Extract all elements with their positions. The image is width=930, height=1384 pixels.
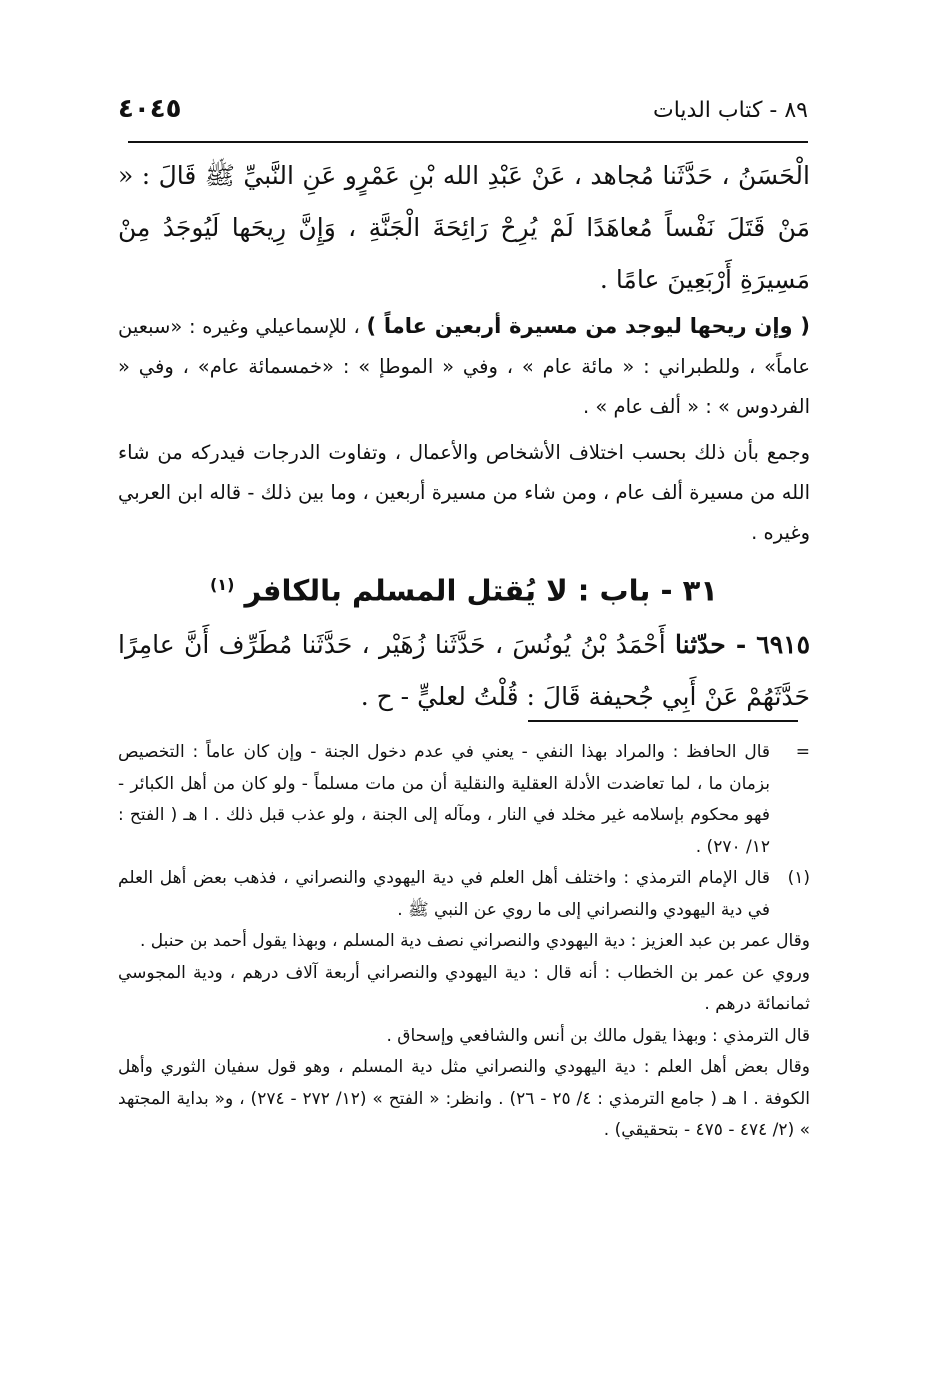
hadith-6915 xyxy=(118,619,810,723)
hadith-chain: أَحْمَدُ بْنُ يُونُسَ ، حَدَّثَنا زُهَيْر ، حَدَّثَنا مُطَرِّف أَنَّ عامِرًا حَدَّثَهُمْ عَنْ أَبِي جُحيفة قَالَ : قُلْتُ لعليٍّ - ح . xyxy=(118,629,810,711)
commentary-text: ، للإسماعيلي وغيره : «سبعين عاماً» ، وللطبراني : « مائة عام » ، وفي « الموطإ » : «خمسمائة عام» ، وفي « الفردوس » : « ألف عام » . xyxy=(118,315,810,418)
page-number: ٤٠٤٥ xyxy=(118,94,182,124)
commentary-lemma: ( وإن ريحها ليوجد من مسيرة أربعين عاماً ) xyxy=(366,314,810,338)
footnote-1-paragraph-3: وروي عن عمر بن الخطاب : أنه قال : دية اليهودي والنصراني أربعة آلاف درهم ، ودية المجوسي ثمانمائة درهم . xyxy=(118,962,810,1014)
footnote-1-paragraph-2: وقال عمر بن عبد العزيز : دية اليهودي والنصراني نصف دية المسلم ، وبهذا يقول أحمد بن حنبل . xyxy=(139,931,810,951)
footnote-1-paragraph-4: قال الترمذي : وبهذا يقول مالك بن أنس والشافعي وإسحاق . xyxy=(386,1025,810,1046)
footnotes xyxy=(118,737,810,1147)
continuation-marker: = xyxy=(795,742,810,762)
hadith-number: ٦٩١٥ - حدّثنا xyxy=(675,629,810,659)
footnote-rule xyxy=(528,720,798,722)
footnote-continuation xyxy=(118,737,810,863)
chapter-heading-text: ٣١ - باب : لا يُقتل المسلم بالكافر xyxy=(244,573,719,608)
main-text xyxy=(118,150,810,723)
page-header xyxy=(118,92,808,132)
footnote-1-paragraph-5: وقال بعض أهل العلم : دية اليهودي والنصراني مثل دية المسلم ، وهو قول سفيان الثوري وأهل الكوفة . ا هـ ( جامع الترمذي : ٤/ ٢٥ - ٢٦) . وانظر: « الفتح » (١٢/ ٢٧٢ - ٢٧٤) ، و« بداية المجتهد » (٢/ ٤٧٤ - ٤٧٥ - بتحقيقي) . xyxy=(118,1057,810,1140)
footnote-reference: (١) xyxy=(209,575,235,594)
hadith-text: الْحَسَنُ ، حَدَّثَنا مُجاهد ، عَنْ عَبْدِ الله بْنِ عَمْرٍو عَنِ النَّبيِّ ﷺ قَالَ : « مَنْ قَتَلَ نَفْساً مُعاهَدًا لَمْ يُرِحْ رَائِحَةَ الْجَنَّةِ ، وَإِنَّ رِيحَها لَيُوجَدُ مِنْ مَسِيرَةِ أَرْبَعِينَ عامًا . xyxy=(118,161,810,294)
commentary-paragraph xyxy=(118,306,810,427)
chapter-heading xyxy=(118,559,810,617)
commentary-paragraph-2: وجمع بأن ذلك بحسب اختلاف الأشخاص والأعمال ، وتفاوت الدرجات فيدركه من شاء الله من مسيرة ألف عام ، ومن شاء من مسيرة أربعين ، وما بين ذلك - قاله ابن العربي وغيره . xyxy=(118,441,810,544)
footnote-continuation-text: قال الحافظ : والمراد بهذا النفي - يعني في عدم دخول الجنة - وإن كان عاماً : التخصيص بزمان ما ، لما تعاضدت الأدلة العقلية والنقلية أن من مات مسلماً - ولو كان من أهل الكبائر - فهو محكوم بإسلامه غير مخلد في النار ، ومآله إلى الجنة ، ولو عذب قبل ذلك . ا هـ ( الفتح : ١٢/ ٢٧٠) . xyxy=(118,742,770,857)
running-chapter-title: ٨٩ - كتاب الديات xyxy=(653,98,808,123)
footnote-1-marker: (١) xyxy=(787,868,810,888)
footnote-1 xyxy=(118,863,810,926)
footnote-1-paragraph-1: قال الإمام الترمذي : واختلف أهل العلم في دية اليهودي والنصراني ، فذهب بعض أهل العلم في دية اليهودي والنصراني إلى ما روي عن النبي ﷺ . xyxy=(118,868,770,920)
header-rule xyxy=(128,141,808,143)
